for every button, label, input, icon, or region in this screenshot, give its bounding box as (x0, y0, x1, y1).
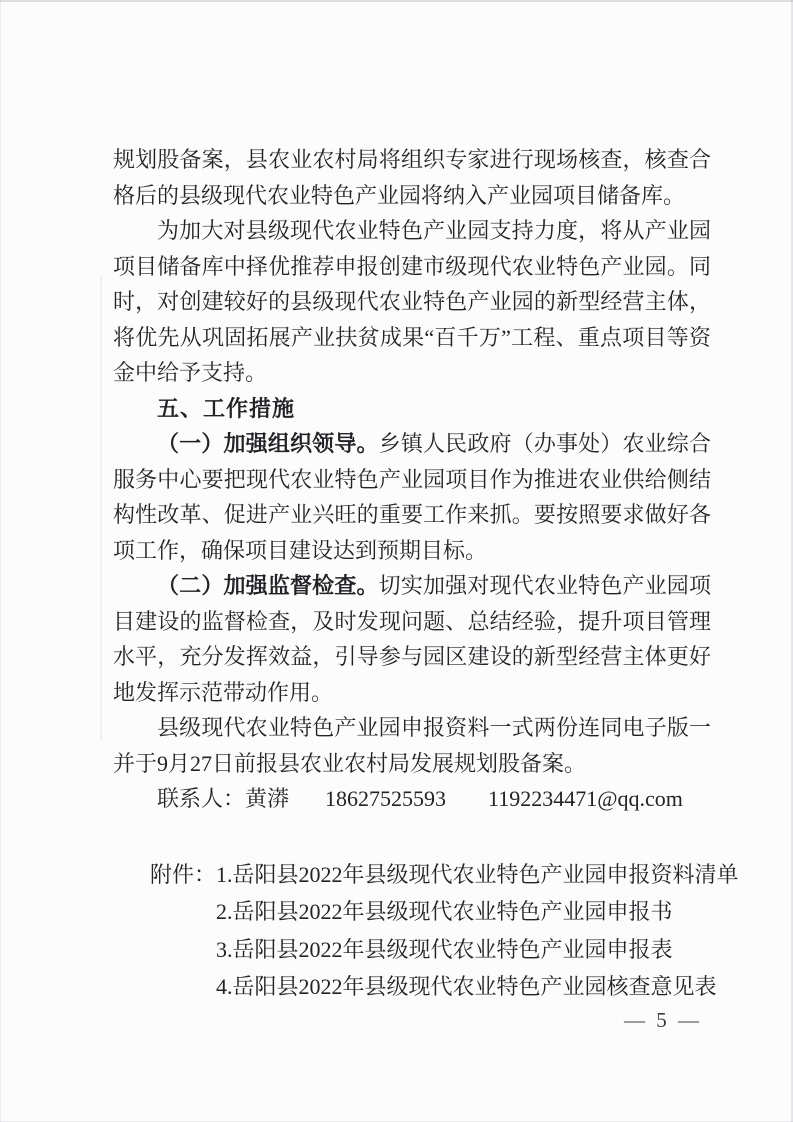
scan-edge-left (0, 0, 1, 1122)
paragraph-measure-1 (113, 426, 711, 568)
scan-fold-line (100, 275, 102, 740)
paragraph-measure-2 (113, 568, 711, 710)
document-body (113, 142, 739, 1006)
page-number: — 5 — (624, 1008, 702, 1032)
paragraph-submission-deadline: 县级现代农业特色产业园申报资料一式两份连同电子版一并于9月27日前报县农业农村局发展规划股备案。 (113, 715, 711, 776)
attachments-label: 附件： (150, 861, 217, 887)
paragraph-support-policy: 为加大对县级现代农业特色产业园支持力度，将从产业园项目储备库中择优推荐申报创建市级现代农业特色产业园。同时，对创建较好的县级现代农业特色产业园的新型经营主体，将优先从巩固拓展产业扶贫成果“百千万”工程、重点项目等资金中给予支持。 (113, 218, 712, 385)
contact-email: 1192234471@qq.com (488, 786, 683, 811)
contact-line (113, 781, 711, 817)
measure-2-text: 切实加强对现代农业特色产业园项目建设的监督检查，及时发现问题、总结经验，提升项目管理水平，充分发挥效益，引导参与园区建设的新型经营主体更好地发挥示范带动作用。 (113, 573, 711, 705)
measure-1-label: （一）加强组织领导。 (157, 431, 379, 456)
attachments-block (113, 856, 739, 1006)
attachment-item-4: 4.岳阳县2022年县级现代农业特色产业园核查意见表 (216, 974, 717, 999)
scan-edge-top (0, 0, 793, 2)
attachment-item-1: 1.岳阳县2022年县级现代农业特色产业园申报资料清单 (216, 861, 739, 887)
attachment-item-2: 2.岳阳县2022年县级现代农业特色产业园申报书 (216, 899, 673, 924)
paragraph-continued-from-previous-page: 规划股备案，县农业农村局将组织专家进行现场核查，核查合格后的县级现代农业特色产业园将纳入产业园项目储备库。 (113, 147, 711, 208)
measure-2-label: （二）加强监督检查。 (157, 573, 379, 598)
attachments-list (216, 856, 739, 1006)
contact-label: 联系人： (157, 786, 246, 811)
section-heading-work-measures: 五、工作措施 (157, 395, 296, 421)
contact-name: 黄漭 (245, 786, 290, 811)
measure-1-text: 乡镇人民政府（办事处）农业综合服务中心要把现代农业特色产业园项目作为推进农业供给侧结构性改革、促进产业兴旺的重要工作来抓。要按照要求做好各项工作，确保项目建设达到预期目标。 (113, 431, 711, 563)
contact-phone: 18627525593 (325, 786, 447, 811)
attachment-item-3: 3.岳阳县2022年县级现代农业特色产业园申报表 (216, 936, 673, 962)
